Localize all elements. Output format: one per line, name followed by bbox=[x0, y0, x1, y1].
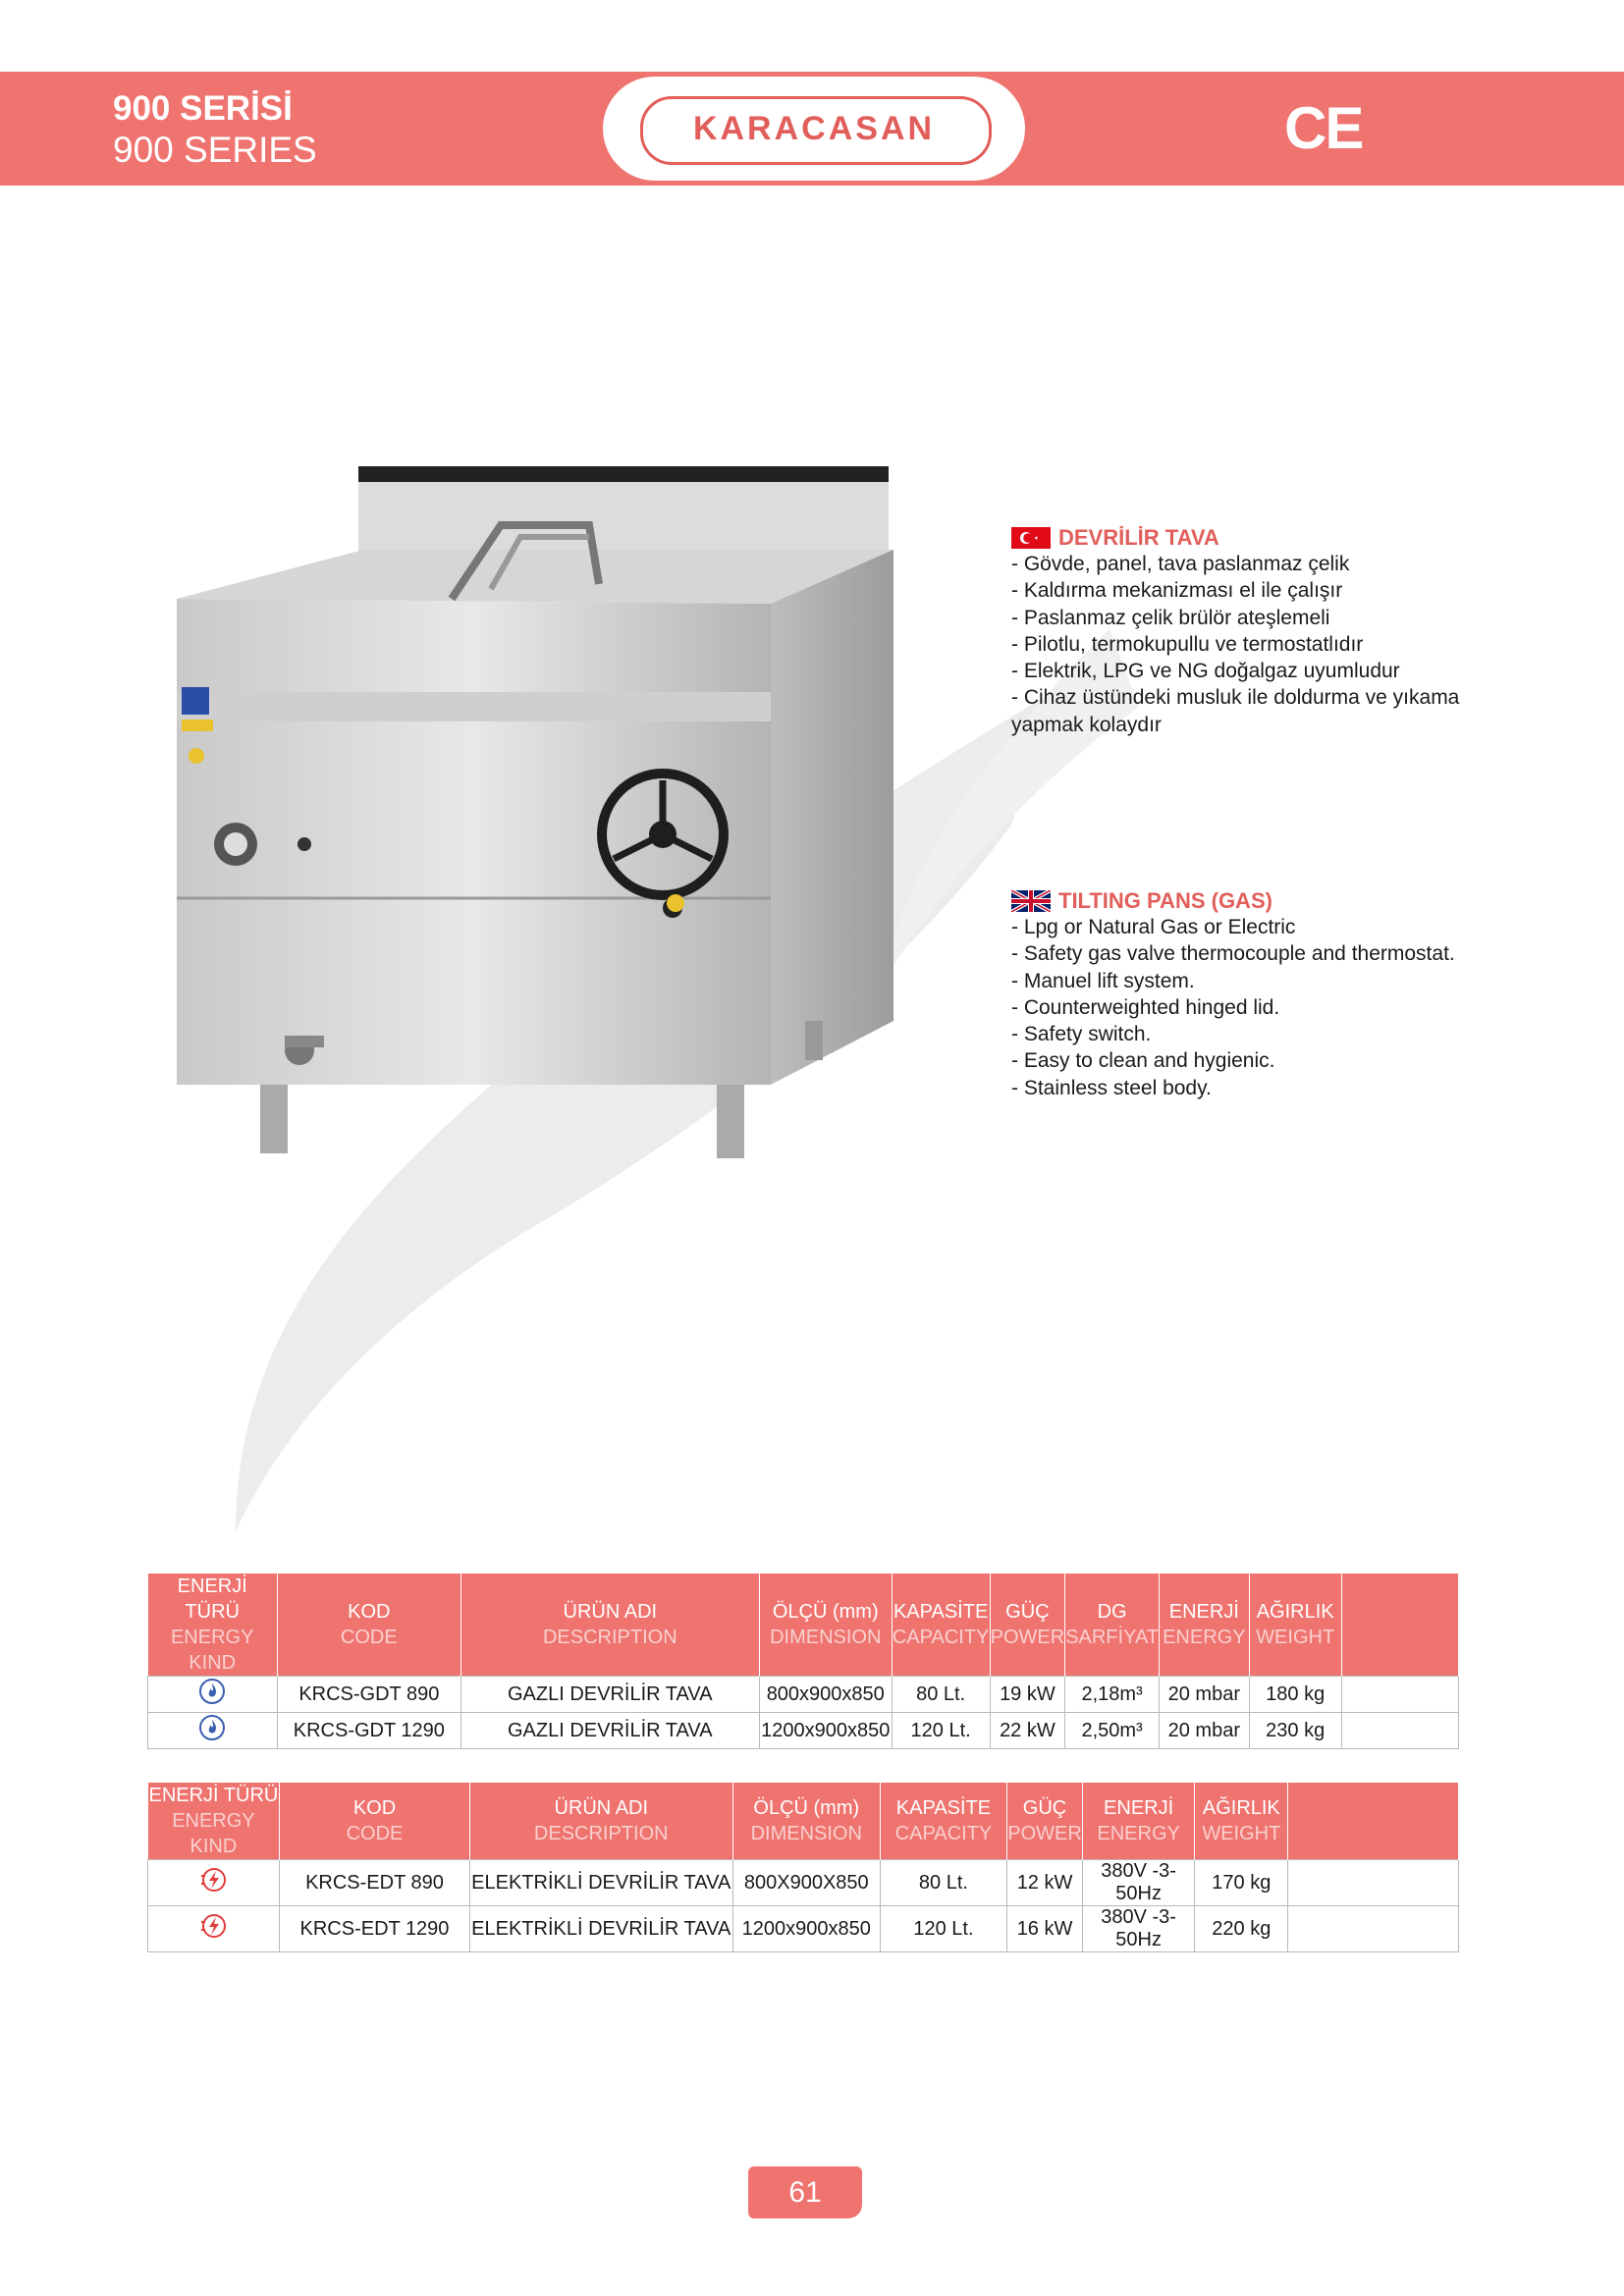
cell-code: KRCS-GDT 890 bbox=[277, 1677, 460, 1713]
spec-title-en bbox=[1011, 888, 1502, 914]
cell-power: 22 kW bbox=[990, 1713, 1065, 1749]
cell-spacer bbox=[1288, 1860, 1459, 1906]
header-en: ENERGY bbox=[1163, 1627, 1246, 1648]
energy-kind-cell bbox=[148, 1860, 280, 1906]
cell-desc: GAZLI DEVRİLİR TAVA bbox=[460, 1713, 759, 1749]
header-tr: GÜÇ bbox=[1005, 1601, 1050, 1623]
cell-cap: 120 Lt. bbox=[880, 1906, 1007, 1952]
feature-en-item: - Safety switch. bbox=[1011, 1023, 1152, 1046]
header-tr: KOD bbox=[348, 1601, 391, 1623]
cell-power: 19 kW bbox=[990, 1677, 1065, 1713]
header-en: SARFİYAT bbox=[1065, 1627, 1160, 1648]
header-tr: KAPASİTE bbox=[895, 1797, 992, 1819]
table-row bbox=[148, 1860, 1459, 1906]
spec-block-en bbox=[1011, 888, 1502, 1101]
header-en: ENERGY KIND bbox=[170, 1627, 254, 1674]
header-en: CAPACITY bbox=[892, 1627, 990, 1648]
electric-models-table bbox=[147, 1783, 1459, 1952]
header-en: ENERGY KIND bbox=[172, 1810, 255, 1857]
cell-energy: 380V -3-50Hz bbox=[1082, 1860, 1195, 1906]
page-number: 61 bbox=[748, 2166, 862, 2218]
header-tr: ÖLÇÜ (mm) bbox=[772, 1601, 879, 1623]
cell-desc: GAZLI DEVRİLİR TAVA bbox=[460, 1677, 759, 1713]
header-en: POWER bbox=[1007, 1823, 1082, 1844]
gas-header-cell bbox=[277, 1574, 460, 1677]
header-en: WEIGHT bbox=[1256, 1627, 1335, 1648]
electric-icon bbox=[199, 1866, 229, 1899]
cell-weight: 230 kg bbox=[1249, 1713, 1341, 1749]
features-tr-list bbox=[1011, 551, 1502, 738]
elec-header-cell bbox=[1195, 1783, 1288, 1860]
series-title-en: 900 SERIES bbox=[113, 130, 317, 170]
elec-header-cell bbox=[880, 1783, 1007, 1860]
gas-header-cell bbox=[1065, 1574, 1160, 1677]
header-tr: DG bbox=[1097, 1601, 1127, 1623]
header-en: DESCRIPTION bbox=[542, 1627, 677, 1648]
header-tr: ÖLÇÜ (mm) bbox=[753, 1797, 860, 1819]
cell-dim: 800x900x850 bbox=[759, 1677, 892, 1713]
cell-desc: ELEKTRİKLİ DEVRİLİR TAVA bbox=[469, 1906, 732, 1952]
header-en: CODE bbox=[346, 1823, 404, 1844]
gas-header-cell bbox=[1249, 1574, 1341, 1677]
cell-weight: 180 kg bbox=[1249, 1677, 1341, 1713]
cell-spacer bbox=[1288, 1906, 1459, 1952]
cell-power: 16 kW bbox=[1007, 1906, 1083, 1952]
cell-code: KRCS-GDT 1290 bbox=[277, 1713, 460, 1749]
header-en: DIMENSION bbox=[750, 1823, 862, 1844]
tilting-pan-illustration bbox=[167, 456, 952, 1261]
cell-weight: 220 kg bbox=[1195, 1906, 1288, 1952]
feature-tr-item: - Gövde, panel, tava paslanmaz çelik bbox=[1011, 553, 1350, 575]
header-tr: ENERJİ TÜRÜ bbox=[177, 1575, 247, 1623]
electric-icon bbox=[199, 1912, 229, 1946]
elec-header-cell bbox=[280, 1783, 469, 1860]
cell-energy: 20 mbar bbox=[1160, 1713, 1250, 1749]
table-row bbox=[148, 1906, 1459, 1952]
header-tr: ÜRÜN ADI bbox=[554, 1797, 649, 1819]
cell-dim: 1200x900x850 bbox=[732, 1906, 880, 1952]
energy-kind-cell bbox=[148, 1713, 278, 1749]
energy-kind-cell bbox=[148, 1677, 278, 1713]
cell-spacer bbox=[1341, 1677, 1458, 1713]
header-tr: GÜÇ bbox=[1022, 1797, 1067, 1819]
uk-flag-icon bbox=[1011, 890, 1051, 912]
cell-energy: 380V -3-50Hz bbox=[1082, 1906, 1195, 1952]
cell-dim: 800X900X850 bbox=[732, 1860, 880, 1906]
feature-en-item: - Easy to clean and hygienic. bbox=[1011, 1049, 1275, 1073]
cell-weight: 170 kg bbox=[1195, 1860, 1288, 1906]
elec-header-cell bbox=[148, 1783, 280, 1860]
table-row bbox=[148, 1713, 1459, 1749]
header-en: ENERGY bbox=[1097, 1823, 1180, 1844]
cell-cons: 2,18m³ bbox=[1065, 1677, 1160, 1713]
header-en: DESCRIPTION bbox=[533, 1823, 669, 1844]
elec-header-spacer bbox=[1288, 1783, 1459, 1860]
feature-tr-item: - Paslanmaz çelik brülör ateşlemeli bbox=[1011, 606, 1330, 629]
gas-header-cell bbox=[148, 1574, 278, 1677]
cell-desc: ELEKTRİKLİ DEVRİLİR TAVA bbox=[469, 1860, 732, 1906]
spec-title-tr-text: DEVRİLİR TAVA bbox=[1058, 525, 1219, 550]
energy-kind-cell bbox=[148, 1906, 280, 1952]
gas-header-cell bbox=[460, 1574, 759, 1677]
elec-header-cell bbox=[469, 1783, 732, 1860]
cell-cap: 120 Lt. bbox=[892, 1713, 990, 1749]
header-tr: AĞIRLIK bbox=[1256, 1601, 1334, 1623]
series-title-tr: 900 SERİSİ bbox=[113, 89, 293, 128]
gas-header-cell bbox=[759, 1574, 892, 1677]
header-tr: KOD bbox=[352, 1797, 397, 1819]
header-en: POWER bbox=[990, 1627, 1065, 1648]
feature-tr-item: - Cihaz üstündeki musluk ile doldurma ve yıkama bbox=[1011, 686, 1460, 710]
cell-cons: 2,50m³ bbox=[1065, 1713, 1160, 1749]
elec-header-cell bbox=[1082, 1783, 1195, 1860]
cell-spacer bbox=[1341, 1713, 1458, 1749]
cell-cap: 80 Lt. bbox=[892, 1677, 990, 1713]
feature-tr-item: - Kaldırma mekanizması el ile çalışır bbox=[1011, 579, 1343, 603]
feature-tr-item: - Pilotlu, termokupullu ve termostatlıdır bbox=[1011, 632, 1364, 656]
elec-header-cell bbox=[732, 1783, 880, 1860]
feature-en-item: - Safety gas valve thermocouple and thermostat. bbox=[1011, 942, 1455, 966]
brand-logo-text: KARACASAN bbox=[692, 110, 936, 147]
gas-header-spacer bbox=[1341, 1574, 1458, 1677]
turkey-flag-icon bbox=[1011, 527, 1051, 549]
header-en: CAPACITY bbox=[894, 1823, 993, 1844]
gas-header-cell bbox=[892, 1574, 990, 1677]
cell-dim: 1200x900x850 bbox=[759, 1713, 892, 1749]
gas-flame-icon bbox=[198, 1714, 226, 1747]
gas-header-cell bbox=[990, 1574, 1065, 1677]
cell-code: KRCS-EDT 1290 bbox=[280, 1906, 469, 1952]
cell-cap: 80 Lt. bbox=[880, 1860, 1007, 1906]
header-tr: AĞIRLIK bbox=[1202, 1797, 1280, 1819]
feature-en-item: - Manuel lift system. bbox=[1011, 969, 1195, 992]
feature-en-item: - Lpg or Natural Gas or Electric bbox=[1011, 916, 1296, 938]
header-tr: KAPASİTE bbox=[893, 1601, 989, 1623]
feature-tr-item: yapmak kolaydır bbox=[1011, 713, 1162, 736]
spec-title-tr bbox=[1011, 525, 1502, 551]
cell-power: 12 kW bbox=[1007, 1860, 1083, 1906]
gas-flame-icon bbox=[198, 1678, 226, 1711]
features-en-list bbox=[1011, 914, 1502, 1101]
cell-energy: 20 mbar bbox=[1160, 1677, 1250, 1713]
elec-header-cell bbox=[1007, 1783, 1083, 1860]
cell-code: KRCS-EDT 890 bbox=[280, 1860, 469, 1906]
gas-models-table bbox=[147, 1574, 1459, 1749]
feature-tr-item: - Elektrik, LPG ve NG doğalgaz uyumludur bbox=[1011, 660, 1400, 683]
header-tr: ENERJİ bbox=[1104, 1797, 1174, 1819]
header-tr: ENERJİ TÜRÜ bbox=[148, 1785, 279, 1806]
gas-header-cell bbox=[1160, 1574, 1250, 1677]
feature-en-item: - Stainless steel body. bbox=[1011, 1076, 1212, 1099]
header-en: CODE bbox=[340, 1627, 398, 1648]
feature-en-item: - Counterweighted hinged lid. bbox=[1011, 995, 1280, 1019]
table-row bbox=[148, 1677, 1459, 1713]
ce-mark-icon: CE bbox=[1284, 95, 1363, 161]
header-en: WEIGHT bbox=[1202, 1823, 1281, 1844]
header-tr: ENERJİ bbox=[1168, 1601, 1239, 1623]
header-tr: ÜRÜN ADI bbox=[563, 1601, 658, 1623]
spec-title-en-text: TILTING PANS (GAS) bbox=[1058, 888, 1272, 913]
header-en: DIMENSION bbox=[770, 1627, 882, 1648]
spec-block-tr bbox=[1011, 525, 1502, 738]
